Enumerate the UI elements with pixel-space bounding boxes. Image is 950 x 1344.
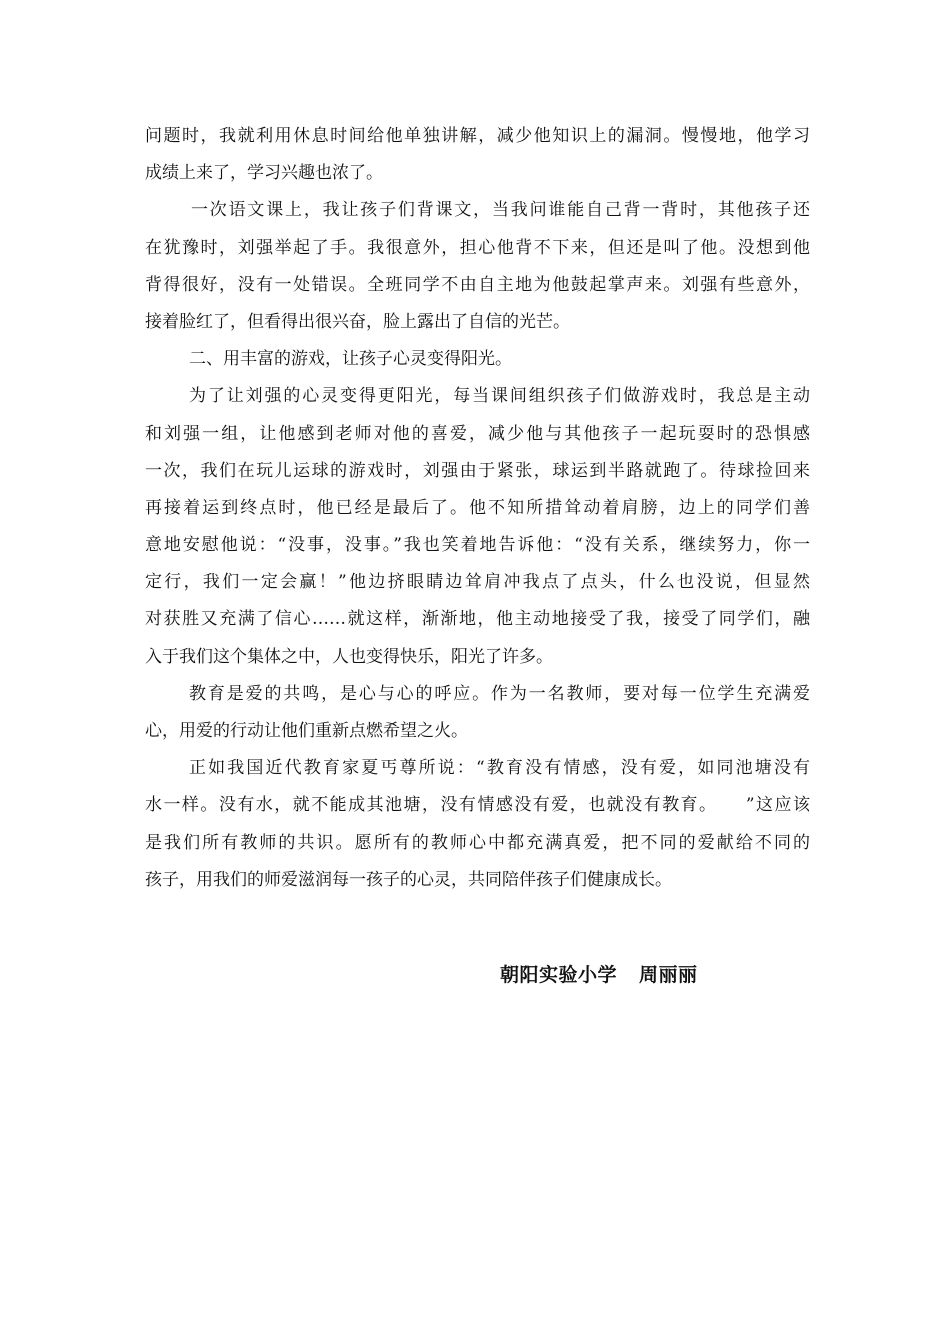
- author-signature: [500, 960, 698, 987]
- body-line: 正如我国近代教育家夏丐尊所说：“教育没有情感，没有爱，如同池塘没有: [189, 758, 810, 779]
- school-name: 朝阳实验小学: [500, 964, 618, 986]
- section-heading: 二、用丰富的游戏，让孩子心灵变得阳光。: [189, 349, 512, 370]
- body-line: 背得很好，没有一处错误。全班同学不由自主地为他鼓起掌声来。刘强有些意外，: [145, 274, 810, 295]
- body-line: 为了让刘强的心灵变得更阳光，每当课间组织孩子们做游戏时，我总是主动: [189, 386, 810, 407]
- body-line: 一次语文课上，我让孩子们背课文，当我问谁能自己背一背时，其他孩子还: [191, 200, 810, 221]
- body-line: 再接着运到终点时，他已经是最后了。他不知所措耸动着肩膀，边上的同学们善: [145, 497, 810, 518]
- body-line: 成绩上来了，学习兴趣也浓了。: [145, 163, 383, 184]
- body-line: 教育是爱的共鸣，是心与心的呼应。作为一名教师，要对每一位学生充满爱: [189, 683, 810, 704]
- body-line: 接着脸红了，但看得出很兴奋，脸上露出了自信的光芒。: [145, 311, 570, 332]
- body-line: 问题时，我就利用休息时间给他单独讲解，减少他知识上的漏洞。慢慢地，他学习: [145, 126, 810, 146]
- article-body: [145, 118, 810, 899]
- body-line: 和刘强一组，让他感到老师对他的喜爱，减少他与其他孩子一起玩耍时的恐惧感: [145, 423, 810, 444]
- body-line: 定行，我们一定会赢！”他边挤眼睛边耸肩冲我点了点头，什么也没说，但显然: [145, 572, 810, 593]
- body-line: 孩子，用我们的师爱滋润每一孩子的心灵，共同陪伴孩子们健康成长。: [145, 869, 672, 890]
- body-line: 是我们所有教师的共识。愿所有的教师心中都充满真爱，把不同的爱献给不同的: [145, 832, 810, 853]
- body-line: 意地安慰他说：“没事，没事。”我也笑着地告诉他：“没有关系，继续努力，你一: [145, 535, 810, 556]
- body-line: 水一样。没有水，就不能成其池塘，没有情感没有爱，也就没有教育。 ”这应该: [145, 795, 810, 816]
- body-line: 对获胜又充满了信心……就这样，渐渐地，他主动地接受了我，接受了同学们，融: [145, 609, 810, 630]
- body-line: 入于我们这个集体之中，人也变得快乐，阳光了许多。: [145, 646, 553, 667]
- author-name: 周丽丽: [639, 964, 698, 986]
- body-line: 在犹豫时，刘强举起了手。我很意外，担心他背不下来，但还是叫了他。没想到他: [145, 237, 810, 258]
- body-line: 心，用爱的行动让他们重新点燃希望之火。: [145, 721, 468, 741]
- body-line: 一次，我们在玩儿运球的游戏时，刘强由于紧张，球运到半路就跑了。待球捡回来: [145, 460, 810, 481]
